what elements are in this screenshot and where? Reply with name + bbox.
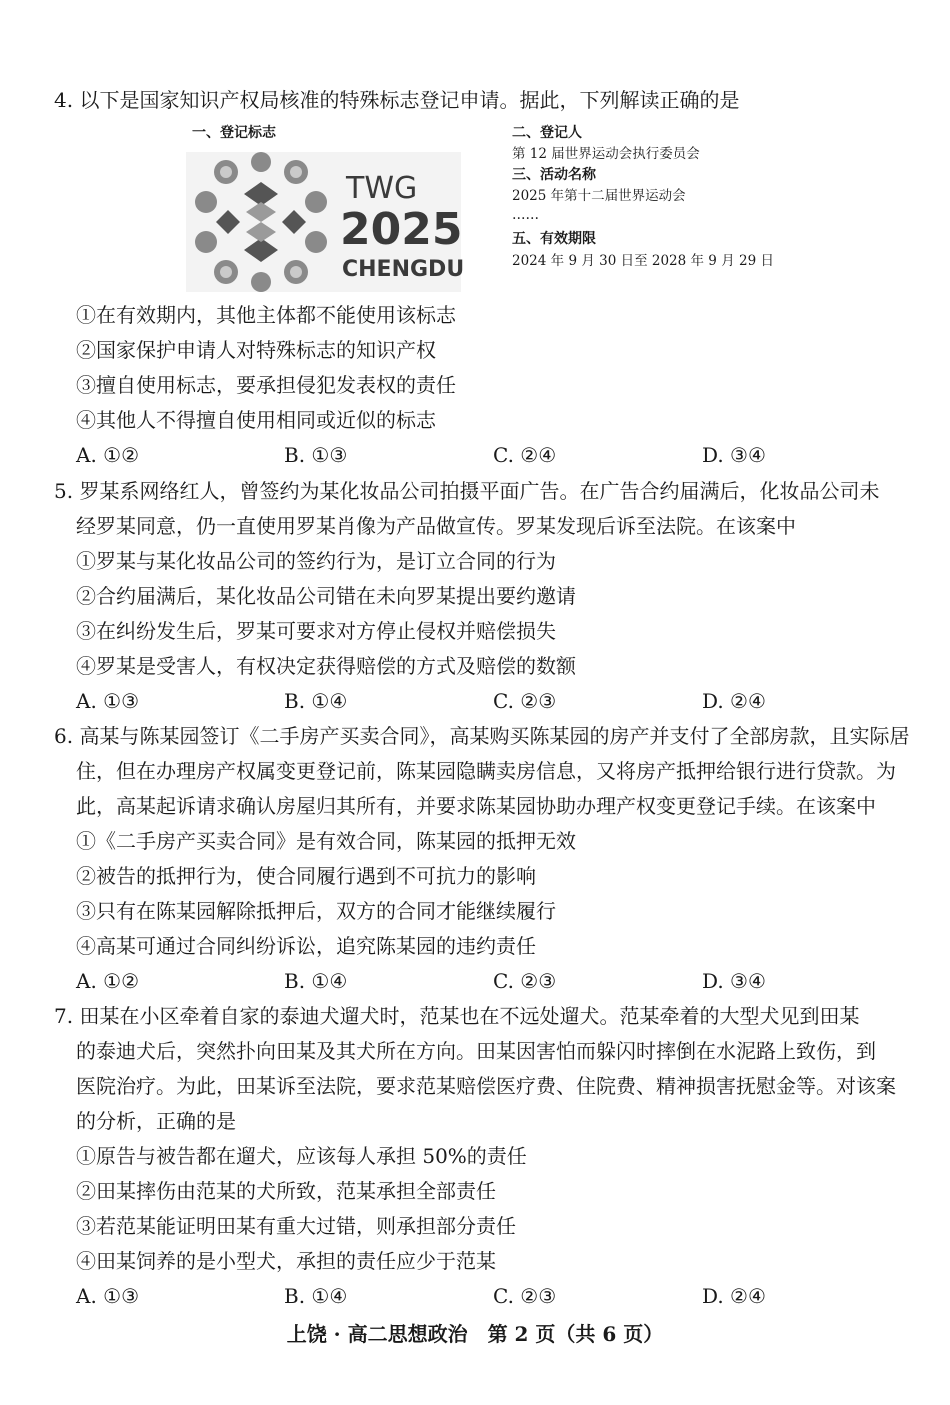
logo-year: 2025 (340, 204, 463, 255)
q5-option-b[interactable]: B. ①④ (284, 689, 348, 713)
q6-stem-line-2: 住，但在办理房产权属变更登记前，陈某园隐瞒卖房信息，又将房产抵押给银行进行贷款。为 (76, 759, 896, 783)
q6-item-2: ②被告的抵押行为，使合同履行遇到不可抗力的影响 (76, 864, 536, 888)
q7-stem-line-2: 的泰迪犬后，突然扑向田某及其犬所在方向。田某因害怕而躲闪时摔倒在水泥路上致伤，到 (76, 1039, 876, 1063)
q6-stem-line-3: 此，高某起诉请求确认房屋归其所有，并要求陈某园协助办理产权变更登记手续。在该案中 (76, 794, 876, 818)
q4-option-d[interactable]: D. ③④ (702, 443, 766, 467)
twg-logo (186, 152, 465, 292)
q5-option-d[interactable]: D. ②④ (702, 689, 766, 713)
q5-item-4: ④罗某是受害人，有权决定获得赔偿的方式及赔偿的数额 (76, 654, 576, 678)
logo-emblem-icon (186, 152, 336, 292)
q7-item-4: ④田某饲养的是小型犬，承担的责任应少于范某 (76, 1249, 496, 1273)
q6-stem-line-1: 6. 高某与陈某园签订《二手房产买卖合同》，高某购买陈某园的房产并支付了全部房款，且实际居 (54, 724, 910, 748)
q7-item-3: ③若范某能证明田某有重大过错，则承担部分责任 (76, 1214, 516, 1238)
q6-option-b[interactable]: B. ①④ (284, 969, 348, 993)
q5-option-c[interactable]: C. ②③ (493, 689, 557, 713)
q6-item-3: ③只有在陈某园解除抵押后，双方的合同才能继续履行 (76, 899, 556, 923)
q7-option-d[interactable]: D. ②④ (702, 1284, 766, 1308)
q5-option-a[interactable]: A. ①③ (76, 689, 140, 713)
reg-registrant: 第 12 届世界运动会执行委员会 (512, 146, 700, 162)
q4-item-4: ④其他人不得擅自使用相同或近似的标志 (76, 408, 436, 432)
q4-item-2: ②国家保护申请人对特殊标志的知识产权 (76, 338, 436, 362)
logo-twg: TWG (346, 171, 418, 206)
q4-item-3: ③擅自使用标志，要承担侵犯发表权的责任 (76, 373, 456, 397)
q7-item-1: ①原告与被告都在遛犬，应该每人承担 50%的责任 (76, 1144, 527, 1168)
page-footer: 上饶 · 高二思想政治 第 2 页（共 6 页） (286, 1322, 664, 1346)
q7-stem-line-4: 的分析，正确的是 (76, 1109, 236, 1133)
q6-item-1: ①《二手房产买卖合同》是有效合同，陈某园的抵押无效 (76, 829, 576, 853)
q4-stem: 4. 以下是国家知识产权局核准的特殊标志登记申请。据此，下列解读正确的是 (54, 88, 740, 112)
reg-ellipsis: …… (512, 207, 539, 223)
q7-option-b[interactable]: B. ①④ (284, 1284, 348, 1308)
q4-option-a[interactable]: A. ①② (76, 443, 140, 467)
q5-stem-line-1: 5. 罗某系网络红人，曾签约为某化妆品公司拍摄平面广告。在广告合约届满后，化妆品公司未 (54, 479, 880, 503)
q7-stem-line-1: 7. 田某在小区牵着自家的泰迪犬遛犬时，范某也在不远处遛犬。范某牵着的大型犬见到田某 (54, 1004, 860, 1028)
reg-label-validity: 五、有效期限 (512, 231, 596, 247)
q4-option-c[interactable]: C. ②④ (493, 443, 557, 467)
q4-item-1: ①在有效期内，其他主体都不能使用该标志 (76, 303, 456, 327)
q5-item-2: ②合约届满后，某化妆品公司错在未向罗某提出要约邀请 (76, 584, 576, 608)
q7-option-a[interactable]: A. ①③ (76, 1284, 140, 1308)
q7-stem-line-3: 医院治疗。为此，田某诉至法院，要求范某赔偿医疗费、住院费、精神损害抚慰金等。对该案 (76, 1074, 896, 1098)
q6-option-d[interactable]: D. ③④ (702, 969, 766, 993)
q6-item-4: ④高某可通过合同纠纷诉讼，追究陈某园的违约责任 (76, 934, 536, 958)
q6-option-a[interactable]: A. ①② (76, 969, 140, 993)
q4-option-b[interactable]: B. ①③ (284, 443, 348, 467)
reg-label-registrant: 二、登记人 (512, 125, 582, 141)
q7-item-2: ②田某摔伤由范某的犬所致，范某承担全部责任 (76, 1179, 496, 1203)
reg-validity: 2024 年 9 月 30 日至 2028 年 9 月 29 日 (512, 253, 774, 269)
reg-label-event: 三、活动名称 (512, 167, 596, 183)
q7-option-c[interactable]: C. ②③ (493, 1284, 557, 1308)
q5-item-1: ①罗某与某化妆品公司的签约行为，是订立合同的行为 (76, 549, 556, 573)
q5-item-3: ③在纠纷发生后，罗某可要求对方停止侵权并赔偿损失 (76, 619, 556, 643)
reg-event: 2025 年第十二届世界运动会 (512, 188, 686, 204)
q6-option-c[interactable]: C. ②③ (493, 969, 557, 993)
logo-city: CHENGDU (342, 257, 465, 282)
q5-stem-line-2: 经罗某同意，仍一直使用罗某肖像为产品做宣传。罗某发现后诉至法院。在该案中 (76, 514, 796, 538)
reg-label-mark: 一、登记标志 (192, 125, 276, 141)
